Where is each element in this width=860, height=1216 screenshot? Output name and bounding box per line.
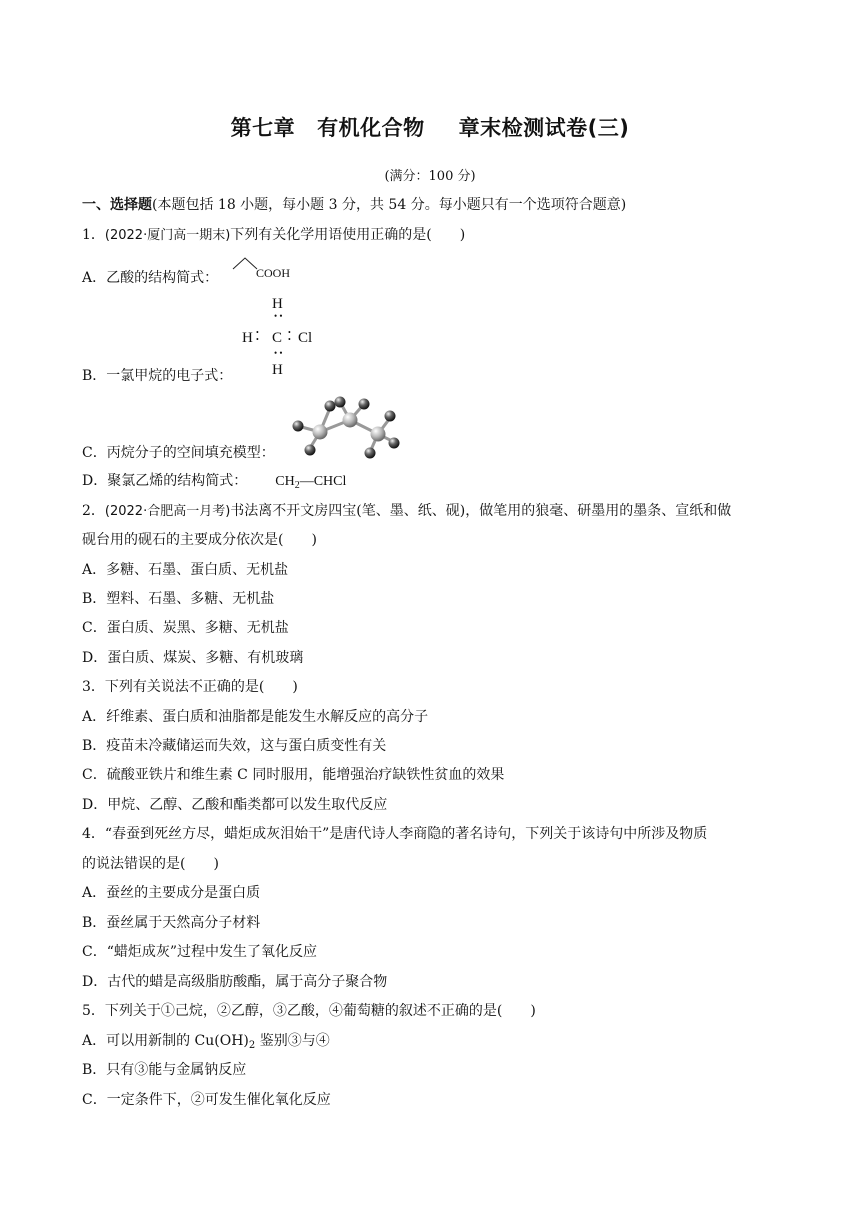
question-text: 下列有关化学用语使用正确的是( ) [230, 227, 466, 243]
atom-h-top: H [272, 296, 283, 312]
q1-option-d [82, 471, 346, 492]
option-label: C．丙烷分子的空间填充模型： [82, 445, 275, 461]
question-2-stem [82, 501, 731, 522]
q5-option-c: C．一定条件下，②可发生催化氧化反应 [82, 1092, 331, 1108]
question-number: 1． [82, 227, 105, 243]
question-source: (2022·合肥高一月考) [104, 504, 231, 519]
option-label: A．乙酸的结构简式： [82, 270, 219, 286]
chloromethane-electron-formula [242, 296, 332, 382]
electron-pair-bottom: • • [274, 348, 283, 358]
chapter-number: 第七章 [230, 116, 296, 140]
acetic-acid-group: COOH [256, 266, 291, 280]
q4-option-d: D．古代的蜡是高级脂肪酸酯，属于高分子聚合物 [82, 974, 388, 990]
question-4-stem: 4．“春蚕到死丝方尽，蜡炬成灰泪始干”是唐代诗人李商隐的著名诗句，下列关于该诗句中所涉及物质 [82, 826, 708, 842]
atom-c: C [272, 330, 283, 346]
q4-option-c: C．“蜡炬成灰”过程中发生了氧化反应 [82, 944, 318, 960]
full-score: (满分：100 分) [384, 169, 476, 184]
question-1-stem [82, 225, 465, 246]
question-4-stem-cont: 的说法错误的是( ) [82, 856, 219, 872]
q3-option-a: A．纤维素、蛋白质和油脂都是能发生水解反应的高分子 [82, 709, 429, 725]
electron-pair-right: • • [288, 328, 291, 344]
question-source: (2022·厦门高一期末) [104, 228, 231, 243]
q1-option-a [82, 268, 218, 288]
q3-option-c: C．硫酸亚铁片和维生素 C 同时服用，能增强治疗缺铁性贫血的效果 [82, 767, 505, 783]
pvc-formula: $CH_2—CHCl$ [275, 474, 347, 491]
q4-option-a: A．蚕丝的主要成分是蛋白质 [82, 885, 261, 901]
option-label: B．一氯甲烷的电子式： [82, 368, 233, 384]
question-5-stem: 5．下列关于①己烷，②乙醇，③乙酸，④葡萄糖的叙述不正确的是( ) [82, 1003, 536, 1019]
q2-option-a: A．多糖、石墨、蛋白质、无机盐 [82, 562, 289, 578]
section-heading [82, 195, 626, 215]
propane-space-filling-model [284, 396, 404, 460]
question-3-stem: 3．下列有关说法不正确的是( ) [82, 679, 298, 695]
q2-option-b: B．塑料、石墨、多糖、无机盐 [82, 591, 275, 607]
atom-cl: Cl [298, 330, 313, 346]
question-number: 2． [82, 503, 105, 519]
chapter-topic: 有机化合物 [317, 116, 425, 140]
q3-option-d: D．甲烷、乙醇、乙酸和酯类都可以发生取代反应 [82, 797, 388, 813]
question-2-stem-cont: 砚台用的砚石的主要成分依次是( ) [82, 532, 317, 548]
q4-option-b: B．蚕丝属于天然高分子材料 [82, 915, 261, 931]
q2-option-d: D．蛋白质、煤炭、多糖、有机玻璃 [82, 650, 304, 666]
exam-name: 章末检测试卷(三) [458, 116, 630, 140]
q3-option-b: B．疫苗未冷藏储运而失效，这与蛋白质变性有关 [82, 738, 387, 754]
q1-option-b [82, 366, 232, 386]
option-label: D．聚氯乙烯的结构简式： [82, 473, 248, 489]
page-title [0, 112, 860, 142]
section-instruction: (本题包括 18 小题，每小题 3 分，共 54 分。每小题只有一个选项符合题意) [152, 197, 627, 213]
q2-option-c: C．蛋白质、炭黑、多糖、无机盐 [82, 620, 289, 636]
electron-pair-top: • • [274, 311, 283, 321]
q5-option-b: B．只有③能与金属钠反应 [82, 1062, 247, 1078]
atom-h-bottom: H [272, 362, 283, 378]
question-text: 书法离不开文房四宝(笔、墨、纸、砚)，做笔用的狼毫、研墨用的墨条、宣纸和做 [230, 503, 732, 519]
electron-pair-left: • • [256, 328, 259, 344]
q5-option-a: A．可以用新制的 $Cu(OH)_2$ 鉴别③与④ [82, 1033, 330, 1051]
atom-h-left: H [242, 330, 253, 346]
q1-option-c [82, 443, 275, 463]
section-title: 一、选择题 [82, 197, 152, 213]
